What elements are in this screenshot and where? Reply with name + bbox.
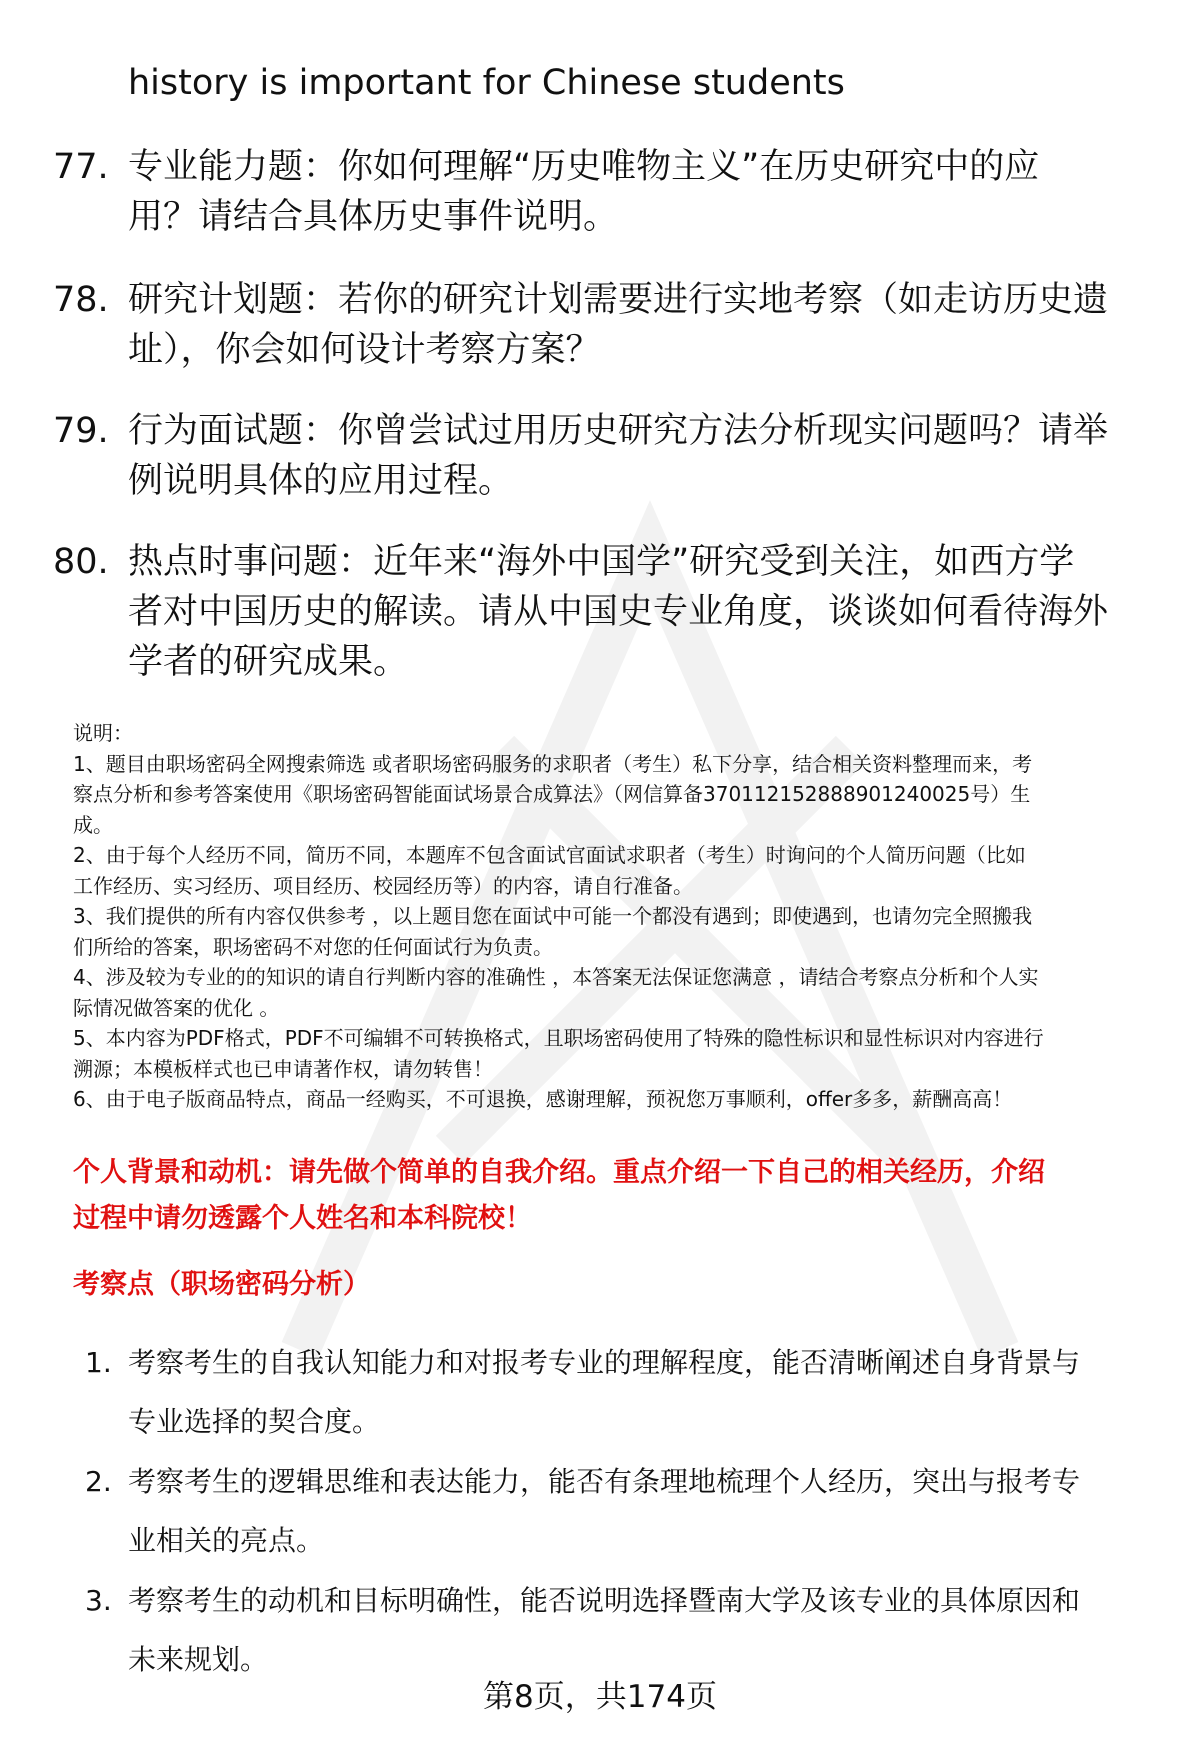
item-text: 考察考生的动机和目标明确性，能否说明选择暨南大学及该专业的具体原因和	[128, 1584, 1081, 1617]
question-text: 行为面试题：你曾尝试过用历史研究方法分析现实问题吗？请举	[128, 411, 1109, 451]
question-text: 研究计划题：若你的研究计划需要进行实地考察（如走访历史遗	[128, 280, 1109, 320]
question-text: 热点时事问题：近年来“海外中国学”研究受到关注，如西方学	[128, 542, 1075, 582]
question-text: 者对中国历史的解读。请从中国史专业角度，谈谈如何看待海外	[128, 592, 1109, 632]
item-text: 考察考生的逻辑思维和表达能力，能否有条理地梳理个人经历，突出与报考专	[128, 1465, 1081, 1498]
note-line: 1、题目由职场密码全网搜索筛选 或者职场密码服务的求职者（考生）私下分享，结合相关资料整理而来，考	[73, 751, 1033, 776]
note-line: 2、由于每个人经历不同，简历不同，本题库不包含面试官面试求职者（考生）时询问的个人简历问题（比如	[73, 843, 1026, 867]
item-text: 考察考生的自我认知能力和对报考专业的理解程度，能否清晰阐述自身背景与	[128, 1346, 1081, 1379]
notes-title: 说明：	[73, 721, 133, 745]
item-text: 未来规划。	[128, 1643, 269, 1676]
note-line: 3、我们提供的所有内容仅供参考 ，以上题目您在面试中可能一个都没有遇到；即使遇到，也请勿完全照搬我	[73, 904, 1033, 928]
note-line: 4、涉及较为专业的的知识的请自行判断内容的准确性 ，本答案无法保证您满意 ，请结合考察点分析和个人实	[73, 965, 1039, 989]
note-line: 际情况做答案的优化 。	[73, 995, 280, 1020]
note-line: 工作经历、实习经历、项目经历、校园经历等）的内容，请自行准备。	[73, 873, 693, 898]
item-number: 1.	[85, 1346, 112, 1379]
question-text: 用？请结合具体历史事件说明。	[128, 197, 619, 237]
question-heading	[73, 1150, 1045, 1242]
top-line: history is important for Chinese students	[128, 63, 845, 103]
heading-line: 个人背景和动机：请先做个简单的自我介绍。重点介绍一下自己的相关经历，介绍	[73, 1157, 1045, 1188]
note-line: 溯源；本模板样式也已申请著作权，请勿转售！	[73, 1056, 493, 1081]
item-number: 2.	[85, 1465, 112, 1498]
question-text: 学者的研究成果。	[128, 642, 409, 682]
note-line: 们所给的答案，职场密码不对您的任何面试行为负责。	[73, 934, 553, 959]
note-line: 察点分析和参考答案使用《职场密码智能面试场景合成算法》（网信算备370112152888901240025号）生	[73, 782, 1031, 806]
item-text: 专业选择的契合度。	[128, 1405, 381, 1438]
notes-section	[73, 718, 1044, 1115]
question-number: 79.	[53, 411, 109, 451]
note-line: 6、由于电子版商品特点，商品一经购买，不可退换，感谢理解，预祝您万事顺利，offer多多，薪酬高高！	[73, 1087, 1013, 1111]
heading-line: 过程中请勿透露个人姓名和本科院校！	[73, 1203, 532, 1234]
question-number: 80.	[53, 542, 109, 582]
question-text: 专业能力题：你如何理解“历史唯物主义”在历史研究中的应	[128, 147, 1040, 187]
page-footer: 第8页，共174页	[483, 1679, 717, 1715]
item-text: 业相关的亮点。	[128, 1524, 325, 1557]
assessment-title: 考察点（职场密码分析）	[73, 1269, 370, 1300]
question-text: 例说明具体的应用过程。	[128, 461, 514, 501]
note-line: 5、本内容为PDF格式，PDF不可编辑不可转换格式，且职场密码使用了特殊的隐性标识和显性标识对内容进行	[73, 1026, 1044, 1050]
note-line: 成。	[73, 812, 113, 837]
question-number: 78.	[53, 280, 109, 320]
question-text: 址），你会如何设计考察方案？	[128, 330, 601, 370]
item-number: 3.	[85, 1584, 112, 1617]
question-number: 77.	[53, 147, 109, 187]
